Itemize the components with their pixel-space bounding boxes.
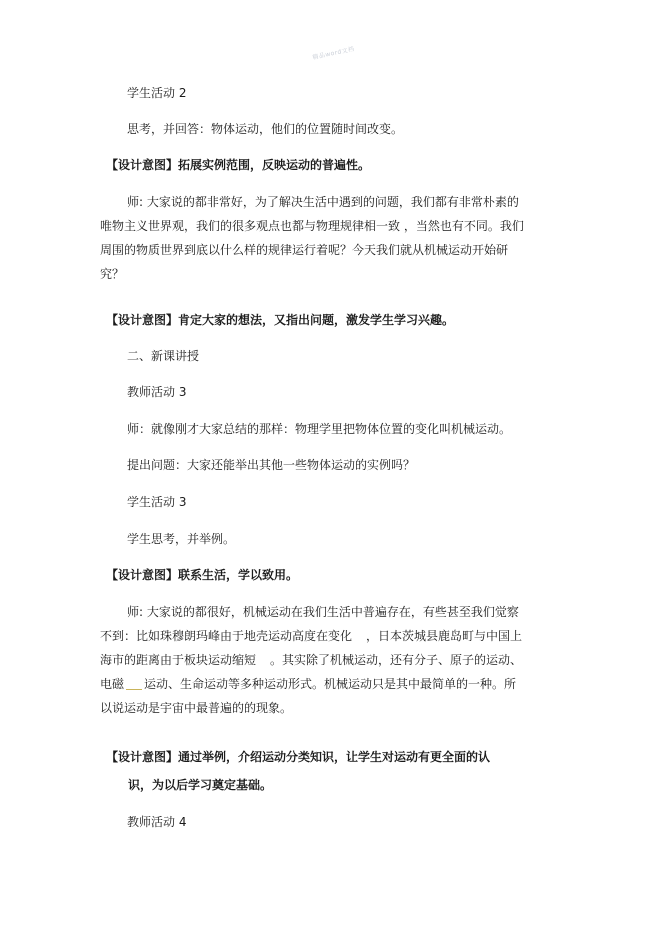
text-line: 师: 大家说的都很好，机械运动在我们生活中普遍存在，有些甚至我们觉察 [127,605,519,619]
text-line: 以说运动是宇宙中最普遍的的现象。 [100,701,293,715]
text-line [100,648,557,672]
paragraph-design-intent-1: 【设计意图】拓展实例范围，反映运动的普遍性。 [106,158,371,172]
text-segment: 电磁 [100,677,125,691]
text-segment: 海市的距离由于板块运动缩短 [100,653,257,667]
text-segment: 运动、生命运动等多种运动形式。机械运动只是其中最简单的一种。所 [144,677,517,691]
text-segment: 不到：比如珠穆朗玛峰由于地壳运动高度在变化 [100,629,353,643]
text-line [100,672,557,696]
paragraph-think-answer: 思考，并回答：物体运动，他们的位置随时间改变。 [127,122,404,136]
text-line: 【设计意图】通过举例，介绍运动分类知识，让学生对运动有更全面的认 [106,750,491,764]
section-heading-new-lesson: 二、新课讲授 [127,349,200,363]
text-line [100,624,557,648]
paragraph-student-activity-2: 学生活动 2 [127,86,187,100]
paragraph-student-think: 学生思考，并举例。 [127,532,236,546]
text-line: 周围的物质世界到底以什么样的规律运行着呢？今天我们就从机械运动开始研 [100,243,509,257]
paragraph-teacher-speech-2 [100,600,557,720]
text-segment: ，日本茨城县鹿岛町与中国上 [366,629,523,643]
underline-mark [126,679,142,690]
paragraph-teacher-activity-3: 教师活动 3 [127,385,187,399]
paragraph-teacher-speech-1 [100,190,557,286]
paragraph-design-intent-4 [106,745,536,797]
watermark: 精品word文档 [311,45,356,62]
paragraph-teacher-definition: 师：就像刚才大家总结的那样：物理学里把物体位置的变化叫机械运动。 [127,422,512,436]
paragraph-question: 提出问题：大家还能举出其他一些物体运动的实例吗？ [127,458,416,472]
paragraph-teacher-activity-4: 教师活动 4 [127,815,187,829]
text-line: 识，为以后学习奠定基础。 [128,778,273,792]
paragraph-student-activity-3: 学生活动 3 [127,495,187,509]
paragraph-design-intent-2: 【设计意图】肯定大家的想法，又指出问题，激发学生学习兴趣。 [106,313,455,327]
text-line: 师: 大家说的都非常好，为了解决生活中遇到的问题，我们都有非常朴素的 [127,195,519,209]
text-line: 唯物主义世界观，我们的很多观点也都与物理规律相一致 ，当然也有不同。我们 [100,219,524,233]
text-line: 究？ [100,267,125,281]
text-segment: 。其实除了机械运动，还有分子、原子的运动、 [270,653,523,667]
paragraph-design-intent-3: 【设计意图】联系生活，学以致用。 [106,568,299,582]
